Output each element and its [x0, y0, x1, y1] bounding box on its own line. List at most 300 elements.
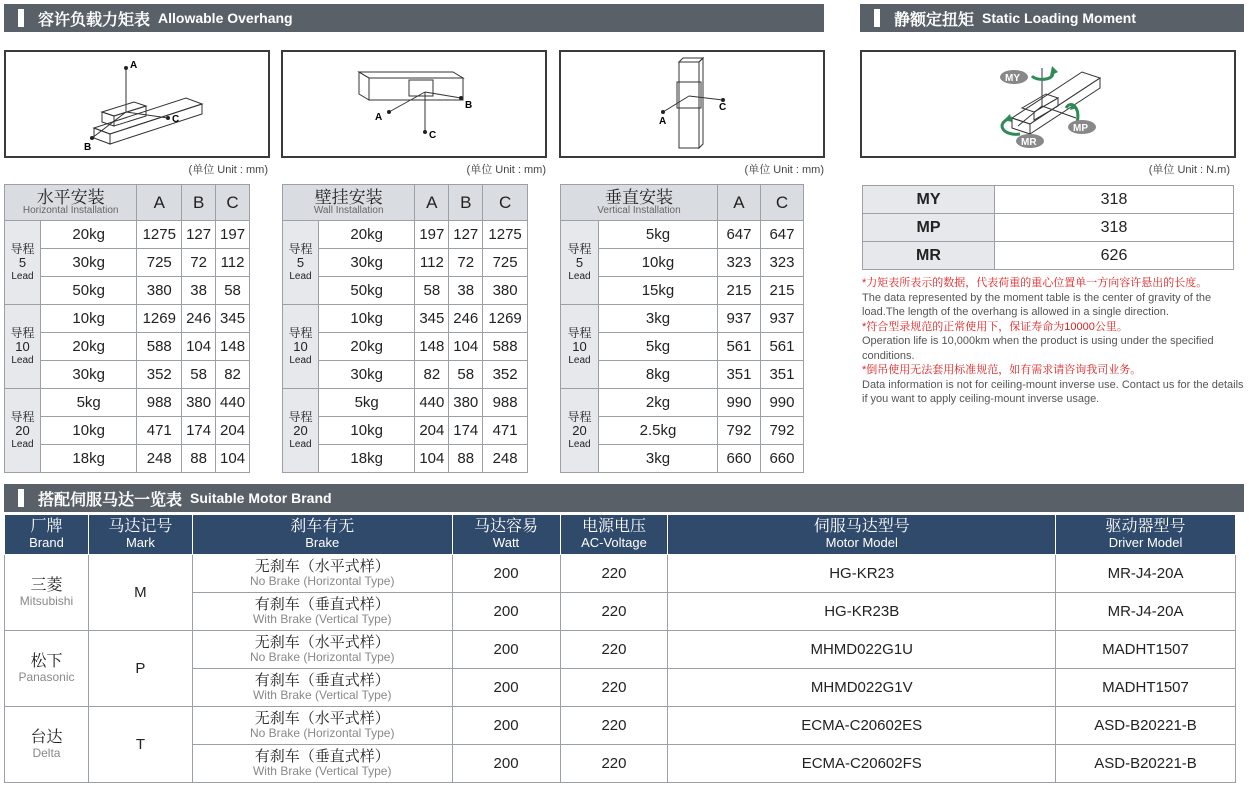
label-b: B	[465, 100, 473, 111]
header-brake	[192, 515, 452, 555]
voltage-cell: 220	[560, 631, 668, 669]
value-cell: 215	[717, 277, 760, 305]
static-moment-table	[862, 185, 1234, 270]
moment-diagram	[860, 50, 1236, 158]
lead-num: 10	[572, 339, 587, 355]
table-row	[5, 707, 1236, 745]
value-cell: 323	[760, 249, 803, 277]
value-cell: 204	[415, 417, 449, 445]
table-title	[561, 185, 718, 221]
table-title-en: Horizontal Installation	[22, 205, 119, 216]
lead-num: 20	[293, 423, 308, 439]
brake-cn: 无刹车（水平式样）	[254, 558, 390, 576]
lead-cn: 导程	[288, 242, 313, 257]
load-cell: 3kg	[599, 445, 718, 473]
table-title-en: Vertical Installation	[597, 205, 681, 216]
point-b-marker	[90, 136, 94, 140]
load-cell: 5kg	[319, 389, 415, 417]
lead-num: 5	[296, 255, 305, 271]
label-mp: MP	[1073, 123, 1088, 134]
mark-cell: P	[88, 631, 192, 707]
label-a: A	[659, 116, 667, 127]
unit-label-3: (单位 Unit : mm)	[744, 164, 824, 176]
table-row	[863, 186, 1234, 214]
table-row	[283, 389, 528, 417]
load-cell: 5kg	[599, 221, 718, 249]
brake-cell	[192, 669, 452, 707]
watt-cell: 200	[452, 593, 560, 631]
brake-en: With Brake (Vertical Type)	[252, 764, 392, 779]
value-cell: 72	[182, 249, 216, 277]
table-title	[283, 185, 415, 221]
value-cell: 588	[483, 333, 528, 361]
value-cell: 323	[717, 249, 760, 277]
value-cell: 471	[137, 417, 182, 445]
lead-cn: 导程	[288, 326, 313, 341]
load-cell: 18kg	[41, 445, 137, 473]
brand-cell	[5, 555, 89, 631]
lead-en: Lead	[289, 270, 312, 282]
value-cell: 148	[216, 333, 250, 361]
section-accent	[18, 9, 24, 27]
moment-label: MY	[863, 186, 995, 214]
wall-installation-table	[282, 184, 528, 473]
table-title-en: Wall Installation	[313, 205, 384, 216]
brand-cn: 台达	[30, 728, 63, 746]
lead-cn: 导程	[567, 326, 592, 341]
table-row	[5, 445, 250, 473]
value-cell: 561	[717, 333, 760, 361]
brand-en: Delta	[32, 745, 61, 760]
brake-cn: 无刹车（水平式样）	[254, 710, 390, 728]
load-cell: 20kg	[319, 221, 415, 249]
table-row	[283, 361, 528, 389]
value-cell: 58	[182, 361, 216, 389]
brake-cn: 有刹车（垂直式样）	[254, 672, 390, 690]
lead-cn: 导程	[288, 410, 313, 425]
load-cell: 10kg	[41, 417, 137, 445]
watt-cell: 200	[452, 745, 560, 783]
lead-num: 20	[572, 423, 587, 439]
load-cell: 20kg	[41, 221, 137, 249]
section-accent	[18, 489, 24, 507]
header-cn: 伺服马达型号	[813, 518, 910, 536]
table-title	[5, 185, 137, 221]
value-cell: 104	[182, 333, 216, 361]
header-en: Motor Model	[825, 535, 898, 551]
load-cell: 20kg	[41, 333, 137, 361]
table-row	[5, 277, 250, 305]
table-row	[283, 445, 528, 473]
table-row	[5, 221, 250, 249]
lead-num: 5	[575, 255, 584, 271]
unit-label-2: (单位 Unit : mm)	[466, 164, 546, 176]
header-en: Brand	[29, 535, 64, 551]
value-cell: 82	[216, 361, 250, 389]
value-cell: 127	[182, 221, 216, 249]
table-row	[283, 305, 528, 333]
brake-en: No Brake (Horizontal Type)	[249, 726, 395, 741]
note-warning: *力矩表所表示的数据，代表荷重的重心位置单一方向容许悬出的长度。	[862, 277, 1208, 289]
mark-cell: M	[88, 555, 192, 631]
label-a: A	[375, 112, 383, 123]
column-header: C	[483, 185, 528, 221]
value-cell: 58	[415, 277, 449, 305]
lead-cell	[5, 221, 41, 305]
point-a-marker	[124, 66, 128, 70]
lead-num: 5	[18, 255, 27, 271]
load-cell: 30kg	[41, 249, 137, 277]
load-cell: 18kg	[319, 445, 415, 473]
section-title-en: Allowable Overhang	[158, 10, 293, 26]
header-watt	[452, 515, 560, 555]
brand-cn: 松下	[30, 652, 63, 670]
value-cell: 351	[717, 361, 760, 389]
point-c-marker	[423, 130, 427, 134]
header-mark	[88, 515, 192, 555]
header-en: AC-Voltage	[581, 535, 647, 551]
brake-en: No Brake (Horizontal Type)	[249, 650, 395, 665]
column-header: C	[760, 185, 803, 221]
brake-cn: 有刹车（垂直式样）	[254, 748, 390, 766]
value-cell: 104	[415, 445, 449, 473]
header-en: Mark	[125, 535, 155, 551]
lead-num: 10	[293, 339, 308, 355]
lead-cell	[283, 221, 319, 305]
driver-model-cell: MADHT1507	[1056, 669, 1236, 707]
lead-en: Lead	[11, 270, 34, 282]
table-title-cn: 水平安装	[36, 188, 105, 207]
value-cell: 204	[216, 417, 250, 445]
horizontal-installation-table	[4, 184, 250, 473]
lead-num: 10	[15, 339, 30, 355]
brand-en: Panasonic	[18, 669, 75, 684]
moment-value: 318	[995, 214, 1234, 242]
value-cell: 990	[717, 389, 760, 417]
wall-diagram-drawing	[283, 52, 545, 156]
table-row	[5, 555, 1236, 593]
brake-cell	[192, 745, 452, 783]
header-cn: 马达记号	[108, 518, 173, 536]
moment-diagram-drawing	[862, 52, 1234, 156]
section-title-en: Suitable Motor Brand	[190, 490, 332, 506]
lead-cell	[5, 305, 41, 389]
motor-brand-table	[4, 514, 1236, 783]
value-cell: 215	[760, 277, 803, 305]
value-cell: 988	[137, 389, 182, 417]
label-c: C	[172, 114, 180, 125]
value-cell: 104	[449, 333, 483, 361]
column-header: A	[415, 185, 449, 221]
lead-en: Lead	[289, 354, 312, 366]
moment-value: 626	[995, 242, 1234, 270]
column-header: B	[449, 185, 483, 221]
value-cell: 82	[415, 361, 449, 389]
table-row	[283, 221, 528, 249]
load-cell: 10kg	[319, 305, 415, 333]
load-cell: 30kg	[319, 361, 415, 389]
lead-en: Lead	[11, 438, 34, 450]
value-cell: 725	[137, 249, 182, 277]
motor-model-cell: ECMA-C20602ES	[668, 707, 1056, 745]
label-c: C	[719, 102, 727, 113]
brake-cell	[192, 707, 452, 745]
load-cell: 2.5kg	[599, 417, 718, 445]
value-cell: 660	[760, 445, 803, 473]
note-warning: *倒吊使用无法套用标准规范，如有需求请咨询我司业务。	[862, 364, 1142, 376]
value-cell: 937	[717, 305, 760, 333]
table-row	[5, 333, 250, 361]
load-cell: 20kg	[319, 333, 415, 361]
value-cell: 1269	[483, 305, 528, 333]
table-row	[5, 305, 250, 333]
brand-cn: 三菱	[30, 576, 63, 594]
motor-model-cell: MHMD022G1V	[668, 669, 1056, 707]
watt-cell: 200	[452, 707, 560, 745]
voltage-cell: 220	[560, 593, 668, 631]
lead-cell	[283, 389, 319, 473]
brake-cell	[192, 593, 452, 631]
table-row	[863, 242, 1234, 270]
lead-en: Lead	[568, 438, 591, 450]
table-row	[283, 417, 528, 445]
table-row	[5, 249, 250, 277]
header-cn: 马达容易	[474, 518, 539, 536]
lead-en: Lead	[568, 354, 591, 366]
moment-label: MP	[863, 214, 995, 242]
point-a-marker	[387, 110, 391, 114]
value-cell: 38	[449, 277, 483, 305]
brake-cell	[192, 555, 452, 593]
load-cell: 2kg	[599, 389, 718, 417]
value-cell: 38	[182, 277, 216, 305]
value-cell: 58	[216, 277, 250, 305]
column-header: C	[216, 185, 250, 221]
value-cell: 937	[760, 305, 803, 333]
lead-en: Lead	[568, 270, 591, 282]
value-cell: 440	[415, 389, 449, 417]
value-cell: 647	[760, 221, 803, 249]
mark-cell: T	[88, 707, 192, 783]
header-en: Driver Model	[1108, 535, 1183, 551]
lead-cn: 导程	[567, 242, 592, 257]
lead-en: Lead	[289, 438, 312, 450]
load-cell: 30kg	[41, 361, 137, 389]
value-cell: 246	[182, 305, 216, 333]
column-header: B	[182, 185, 216, 221]
driver-model-cell: ASD-B20221-B	[1056, 745, 1236, 783]
voltage-cell: 220	[560, 669, 668, 707]
load-cell: 10kg	[599, 249, 718, 277]
value-cell: 72	[449, 249, 483, 277]
value-cell: 248	[483, 445, 528, 473]
value-cell: 561	[760, 333, 803, 361]
point-b-marker	[459, 96, 463, 100]
table-title-cn: 垂直安装	[604, 188, 673, 207]
table-row	[283, 333, 528, 361]
table-row	[5, 389, 250, 417]
column-header: A	[717, 185, 760, 221]
brand-cell	[5, 631, 89, 707]
load-cell: 10kg	[319, 417, 415, 445]
watt-cell: 200	[452, 555, 560, 593]
note-text: Data information is not for ceiling-mount inverse use. Contact us for the details if you want to apply ceiling-mount inverse usage.	[862, 378, 1244, 405]
brake-en: No Brake (Horizontal Type)	[249, 574, 395, 589]
value-cell: 246	[449, 305, 483, 333]
load-cell: 50kg	[41, 277, 137, 305]
value-cell: 174	[182, 417, 216, 445]
label-mr: MR	[1021, 137, 1037, 148]
value-cell: 197	[216, 221, 250, 249]
wall-diagram	[281, 50, 547, 158]
motor-section-header	[4, 484, 1244, 512]
lead-cell	[283, 305, 319, 389]
label-b: B	[84, 142, 92, 153]
note-warning: *符合型录规范的正常使用下，保证寿命为10000公里。	[862, 320, 1128, 333]
header-cn: 刹车有无	[290, 518, 355, 536]
table-row	[561, 221, 804, 249]
value-cell: 990	[760, 389, 803, 417]
watt-cell: 200	[452, 631, 560, 669]
header-cn: 驱动器型号	[1105, 518, 1186, 536]
driver-model-cell: MR-J4-20A	[1056, 555, 1236, 593]
voltage-cell: 220	[560, 707, 668, 745]
brake-en: With Brake (Vertical Type)	[252, 612, 392, 627]
notes-block	[862, 276, 1246, 407]
value-cell: 352	[137, 361, 182, 389]
brand-en: Mitsubishi	[19, 593, 74, 608]
value-cell: 380	[449, 389, 483, 417]
motor-model-cell: HG-KR23B	[668, 593, 1056, 631]
table-row	[5, 631, 1236, 669]
unit-label-nm: (单位 Unit : N.m)	[1148, 164, 1230, 176]
value-cell: 174	[449, 417, 483, 445]
table-row	[863, 214, 1234, 242]
load-cell: 3kg	[599, 305, 718, 333]
column-header: A	[137, 185, 182, 221]
table-row	[5, 417, 250, 445]
value-cell: 1275	[483, 221, 528, 249]
section-title-cn: 静额定扭矩	[894, 11, 975, 29]
moment-section-header	[860, 4, 1244, 32]
value-cell: 345	[216, 305, 250, 333]
value-cell: 351	[760, 361, 803, 389]
value-cell: 1275	[137, 221, 182, 249]
horizontal-diagram-drawing	[6, 52, 268, 156]
section-title-en: Static Loading Moment	[982, 10, 1137, 26]
header-cn: 电源电压	[581, 518, 646, 536]
lead-cell	[561, 221, 599, 305]
label-c: C	[429, 130, 437, 141]
horizontal-diagram	[4, 50, 270, 158]
motor-model-cell: HG-KR23	[668, 555, 1056, 593]
brake-cell	[192, 631, 452, 669]
unit-label-1: (单位 Unit : mm)	[188, 164, 268, 176]
brake-cn: 有刹车（垂直式样）	[254, 596, 390, 614]
value-cell: 104	[216, 445, 250, 473]
value-cell: 88	[182, 445, 216, 473]
value-cell: 248	[137, 445, 182, 473]
lead-cell	[561, 305, 599, 389]
label-a: A	[130, 60, 138, 71]
brake-en: With Brake (Vertical Type)	[252, 688, 392, 703]
value-cell: 647	[717, 221, 760, 249]
driver-model-cell: MADHT1507	[1056, 631, 1236, 669]
value-cell: 792	[717, 417, 760, 445]
value-cell: 725	[483, 249, 528, 277]
table-row	[561, 305, 804, 333]
value-cell: 660	[717, 445, 760, 473]
value-cell: 197	[415, 221, 449, 249]
lead-en: Lead	[11, 354, 34, 366]
driver-model-cell: ASD-B20221-B	[1056, 707, 1236, 745]
value-cell: 345	[415, 305, 449, 333]
load-cell: 5kg	[41, 389, 137, 417]
overhang-section-header	[4, 4, 824, 32]
vertical-diagram	[559, 50, 825, 158]
load-cell: 10kg	[41, 305, 137, 333]
voltage-cell: 220	[560, 745, 668, 783]
table-row	[283, 277, 528, 305]
lead-cn: 导程	[10, 242, 35, 257]
note-text: Operation life is 10,000km when the product is using under the specified conditions.	[862, 335, 1214, 362]
section-title-cn: 搭配伺服马达一览表	[38, 491, 183, 509]
value-cell: 58	[449, 361, 483, 389]
point-c-marker	[166, 116, 170, 120]
point-a-marker	[661, 110, 665, 114]
lead-cn: 导程	[567, 410, 592, 425]
header-motor-model	[668, 515, 1056, 555]
value-cell: 792	[760, 417, 803, 445]
voltage-cell: 220	[560, 555, 668, 593]
value-cell: 112	[415, 249, 449, 277]
value-cell: 88	[449, 445, 483, 473]
value-cell: 148	[415, 333, 449, 361]
value-cell: 1269	[137, 305, 182, 333]
moment-value: 318	[995, 186, 1234, 214]
header-voltage	[560, 515, 668, 555]
value-cell: 380	[137, 277, 182, 305]
watt-cell: 200	[452, 669, 560, 707]
value-cell: 588	[137, 333, 182, 361]
load-cell: 15kg	[599, 277, 718, 305]
header-driver-model	[1056, 515, 1236, 555]
brake-cn: 无刹车（水平式样）	[254, 634, 390, 652]
header-cn: 厂牌	[30, 518, 63, 536]
brand-cell	[5, 707, 89, 783]
value-cell: 127	[449, 221, 483, 249]
value-cell: 112	[216, 249, 250, 277]
value-cell: 380	[182, 389, 216, 417]
load-cell: 8kg	[599, 361, 718, 389]
table-row	[5, 361, 250, 389]
load-cell: 30kg	[319, 249, 415, 277]
lead-cn: 导程	[10, 326, 35, 341]
label-my: MY	[1005, 73, 1020, 84]
vertical-installation-table	[560, 184, 804, 473]
table-row	[283, 249, 528, 277]
table-row	[561, 389, 804, 417]
value-cell: 440	[216, 389, 250, 417]
value-cell: 352	[483, 361, 528, 389]
header-en: Brake	[305, 535, 340, 551]
section-title-cn: 容许负载力矩表	[38, 11, 151, 29]
value-cell: 471	[483, 417, 528, 445]
header-en: Watt	[492, 535, 520, 551]
note-text: The data represented by the moment table is the center of gravity of the load.The length of the overhang is allowed in a single direction.	[862, 291, 1212, 318]
table-title-cn: 壁挂安装	[314, 188, 383, 207]
lead-cell	[561, 389, 599, 473]
